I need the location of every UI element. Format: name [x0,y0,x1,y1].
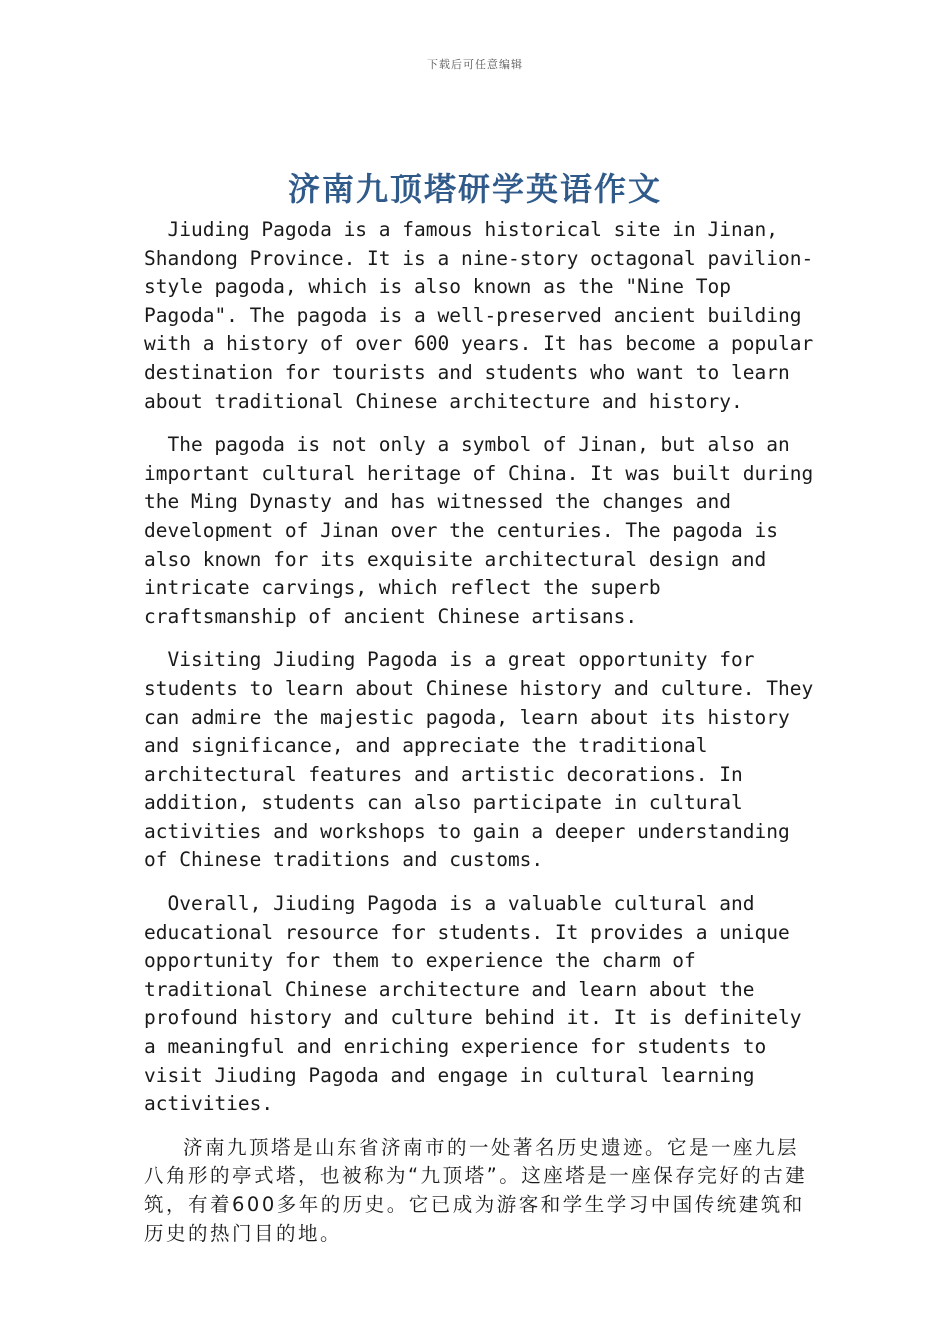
document-title: 济南九顶塔研学英语作文 [287,170,662,208]
paragraph-4: Overall, Jiuding Pagoda is a valuable cultural and educational resource for students. It provides a unique opportunity for them to experience the charm of traditional Chinese architecture and learn about the profound history and culture behind it. It is definitely a meaningful and enriching experience for students to visit Jiuding Pagoda and engage in cultural learning activities. [144,892,802,1116]
document-body [144,216,816,1263]
header-note: 下载后可任意编辑 [427,58,523,71]
paragraph-2: The pagoda is not only a symbol of Jinan, but also an important cultural heritage of China. It was built during the Ming Dynasty and has witnessed the changes and development of Jinan over the centuries. The pagoda is also known for its exquisite architectural design and intricate carvings, which reflect the superb craftsmanship of ancient Chinese artisans. [144,433,814,628]
paragraph-5-chinese: 济南九顶塔是山东省济南市的一处著名历史遗迹。它是一座九层八角形的亭式塔，也被称为“九顶塔”。这座塔是一座保存完好的古建筑，有着600多年的历史。它已成为游客和学生学习中国传统建筑和历史的热门目的地。 [144,1135,808,1245]
paragraph-3: Visiting Jiuding Pagoda is a great opportunity for students to learn about Chinese history and culture. They can admire the majestic pagoda, learn about its history and significance, and appreciate the traditional architectural features and artistic decorations. In addition, students can also participate in cultural activities and workshops to gain a deeper understanding of Chinese traditions and customs. [144,648,814,872]
paragraph-1: Jiuding Pagoda is a famous historical site in Jinan, Shandong Province. It is a nine-story octagonal pavilion-style pagoda, which is also known as the "Nine Top Pagoda". The pagoda is a well-preserved ancient building with a history of over 600 years. It has become a popular destination for tourists and students who want to learn about traditional Chinese architecture and history. [144,218,814,413]
